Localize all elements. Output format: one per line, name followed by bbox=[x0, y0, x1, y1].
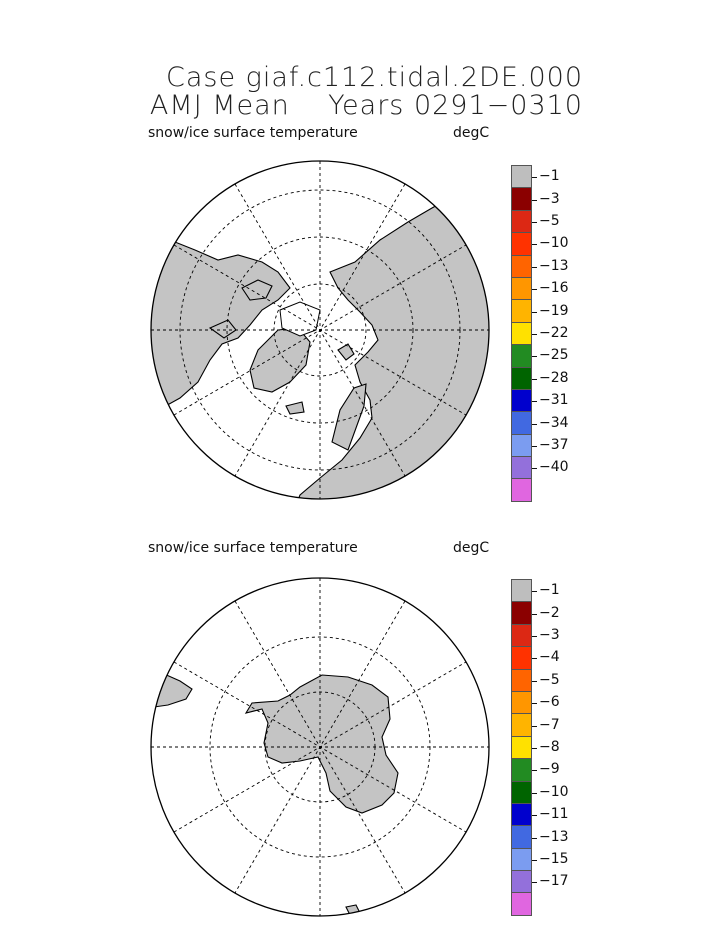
south-legend-label: −13 bbox=[539, 828, 569, 845]
north-legend-tick bbox=[532, 222, 537, 223]
south-legend-swatch bbox=[511, 825, 532, 848]
north-legend-label: −22 bbox=[539, 325, 569, 341]
south-legend-swatch bbox=[511, 624, 532, 647]
south-legend-label: −5 bbox=[539, 671, 560, 688]
north-legend-label: −10 bbox=[539, 235, 569, 252]
north-polar-map bbox=[150, 160, 490, 500]
south-legend-swatch bbox=[511, 758, 532, 781]
north-variable-label: snow/ice surface temperature bbox=[148, 125, 358, 141]
south-legend-tick bbox=[532, 882, 537, 883]
south-legend-swatch bbox=[511, 669, 532, 692]
south-legend-label: −7 bbox=[539, 716, 560, 733]
south-legend-swatch bbox=[511, 803, 532, 826]
north-legend-tick bbox=[532, 356, 537, 357]
south-legend-label: −3 bbox=[539, 627, 560, 643]
south-legend-label: −17 bbox=[539, 873, 569, 890]
south-polar-map bbox=[150, 577, 490, 917]
south-legend-label: −11 bbox=[539, 806, 569, 823]
north-legend-label: −28 bbox=[539, 369, 569, 386]
north-legend-label: −13 bbox=[539, 257, 569, 274]
north-legend-tick bbox=[532, 334, 537, 335]
north-legend-swatch bbox=[511, 367, 532, 390]
north-legend-swatch bbox=[511, 165, 532, 188]
south-legend-swatch bbox=[511, 870, 532, 893]
south-legend-tick bbox=[532, 681, 537, 682]
north-legend-tick bbox=[532, 379, 537, 380]
period-title: AMJ Mean Years 0291−0310 bbox=[149, 90, 583, 121]
north-legend-tick bbox=[532, 267, 537, 268]
north-legend-label: −37 bbox=[539, 437, 569, 453]
north-legend-tick bbox=[532, 401, 537, 402]
south-legend-tick bbox=[532, 591, 537, 592]
south-legend-tick bbox=[532, 703, 537, 704]
north-legend-swatch bbox=[511, 187, 532, 210]
south-legend-swatch bbox=[511, 601, 532, 624]
north-legend-label: −16 bbox=[539, 280, 569, 297]
north-legend-label: −5 bbox=[539, 213, 560, 229]
south-legend-swatch bbox=[511, 713, 532, 736]
south-legend-swatch bbox=[511, 848, 532, 871]
north-legend-label: −40 bbox=[539, 459, 569, 476]
south-legend-label: −8 bbox=[539, 739, 560, 755]
south-legend-tick bbox=[532, 838, 537, 839]
north-legend-swatch bbox=[511, 232, 532, 255]
south-legend-tick bbox=[532, 636, 537, 637]
south-legend-swatch bbox=[511, 691, 532, 714]
north-legend-swatch bbox=[511, 456, 532, 479]
south-legend-swatch bbox=[511, 579, 532, 602]
north-legend-tick bbox=[532, 289, 537, 290]
north-units-label: degC bbox=[453, 125, 490, 141]
south-legend-tick bbox=[532, 748, 537, 749]
north-legend-label: −19 bbox=[539, 302, 569, 319]
north-legend-swatch bbox=[511, 478, 532, 501]
north-legend-tick bbox=[532, 468, 537, 469]
south-colorbar bbox=[511, 580, 569, 916]
south-legend-swatch bbox=[511, 646, 532, 669]
north-legend-tick bbox=[532, 424, 537, 425]
north-legend-swatch bbox=[511, 389, 532, 412]
north-legend-label: −1 bbox=[539, 168, 560, 185]
north-legend-tick bbox=[532, 244, 537, 245]
south-legend-label: −6 bbox=[539, 694, 560, 711]
south-legend-label: −1 bbox=[539, 582, 560, 599]
south-legend-tick bbox=[532, 793, 537, 794]
north-legend-label: −25 bbox=[539, 347, 569, 364]
south-legend-label: −4 bbox=[539, 649, 560, 666]
north-legend-swatch bbox=[511, 434, 532, 457]
south-legend-label: −10 bbox=[539, 783, 569, 800]
south-legend-tick bbox=[532, 815, 537, 816]
north-legend-swatch bbox=[511, 299, 532, 322]
north-legend-swatch bbox=[511, 210, 532, 233]
north-legend-tick bbox=[532, 200, 537, 201]
north-colorbar bbox=[511, 166, 569, 502]
north-legend-swatch bbox=[511, 255, 532, 278]
south-legend-swatch bbox=[511, 781, 532, 804]
south-legend-swatch bbox=[511, 892, 532, 915]
north-legend-tick bbox=[532, 177, 537, 178]
south-legend-tick bbox=[532, 770, 537, 771]
south-legend-tick bbox=[532, 614, 537, 615]
south-legend-swatch bbox=[511, 736, 532, 759]
north-legend-tick bbox=[532, 446, 537, 447]
south-legend-label: −15 bbox=[539, 851, 569, 867]
south-legend-tick bbox=[532, 658, 537, 659]
south-legend-label: −9 bbox=[539, 761, 560, 778]
north-legend-swatch bbox=[511, 344, 532, 367]
south-legend-label: −2 bbox=[539, 604, 560, 621]
north-legend-label: −31 bbox=[539, 392, 569, 409]
south-variable-label: snow/ice surface temperature bbox=[148, 540, 358, 556]
south-units-label: degC bbox=[453, 540, 490, 556]
north-legend-label: −34 bbox=[539, 414, 569, 431]
south-legend-tick bbox=[532, 726, 537, 727]
north-legend-swatch bbox=[511, 411, 532, 434]
north-legend-label: −3 bbox=[539, 190, 560, 207]
south-legend-tick bbox=[532, 860, 537, 861]
north-legend-swatch bbox=[511, 322, 532, 345]
north-legend-tick bbox=[532, 312, 537, 313]
case-title: Case giaf.c112.tidal.2DE.000 bbox=[166, 62, 583, 93]
north-legend-swatch bbox=[511, 277, 532, 300]
